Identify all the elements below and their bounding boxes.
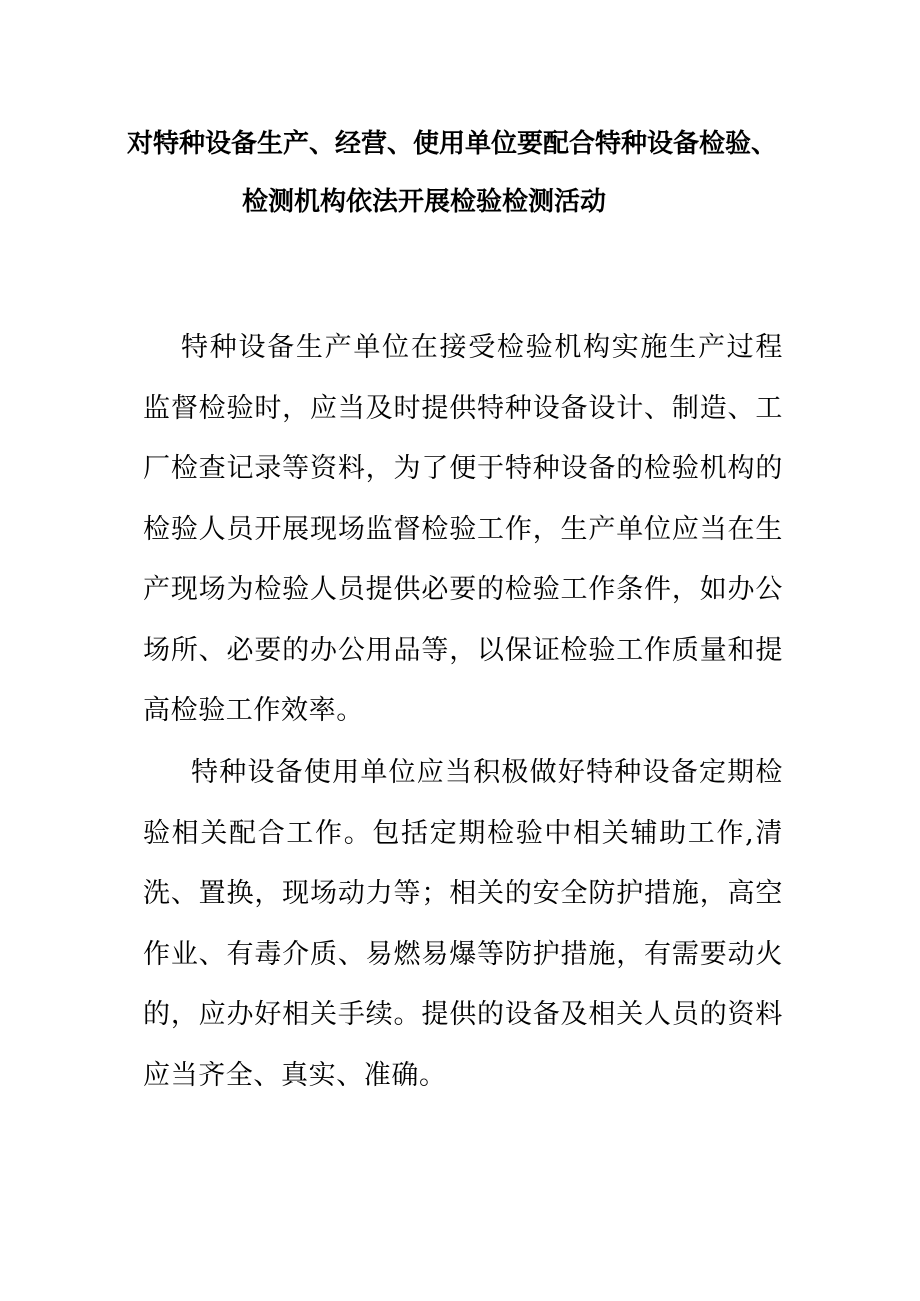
document-title-line-1: 对特种设备生产、经营、使用单位要配合特种设备检验、 [126, 129, 777, 159]
paragraph-production-units: 特种设备生产单位在接受检验机构实施生产过程监督检验时，应当及时提供特种设备设计、制造、工厂检查记录等资料，为了便于特种设备的检验机构的检验人员开展现场监督检验工作，生产单位应当在生产现场为检验人员提供必要的检验工作条件，如办公场所、必要的办公用品等，以保证检验工作质量和提高检验工作效率。 [143, 332, 783, 726]
document-title-line-2: 检测机构依法开展检验检测活动 [241, 187, 606, 217]
paragraph-user-units: 特种设备使用单位应当积极做好特种设备定期检验相关配合工作。包括定期检验中相关辅助工作,清洗、置换，现场动力等；相关的安全防护措施，高空作业、有毒介质、易燃易爆等防护措施，有需要动火的，应办好相关手续。提供的设备及相关人员的资料应当齐全、真实、准确。 [143, 757, 783, 1091]
